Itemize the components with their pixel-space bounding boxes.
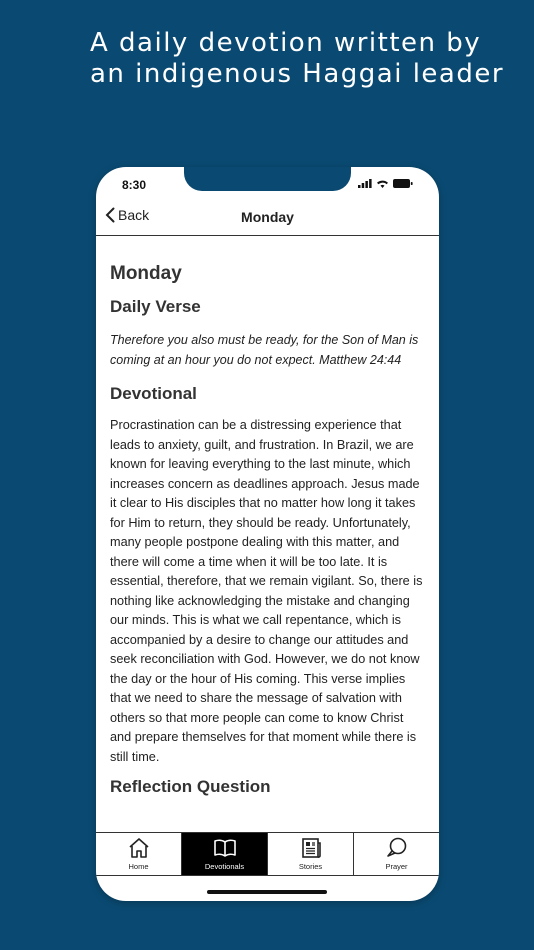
wifi-icon [376,179,389,188]
tab-bar [96,832,439,876]
verse-text: Therefore you also must be ready, for the Son of Man is coming at an hour you do not expect. Matthew 24:44 [110,333,419,367]
tab-stories[interactable] [268,833,354,875]
back-button-label: Back [118,207,150,223]
phone-frame [96,167,439,901]
signal-icon [358,179,372,188]
devotional-text: Procrastination can be a distressing experience that leads to anxiety, guilt, and frustration. In Brazil, we are known for leaving everything to the last minute, which increases concern as deadlines approach. Jesus made it clear to His disciples that no matter how long it takes for Him to return, they should be ready. Unfortunately, many people postpone dealing with this matter, and there will come a time when it will be too late. It is essential, therefore, that we remain vigilant. So, there is nothing like acknowledging the mistake and changing our minds. This is what we call repentance, which is accompanied by a desire to change our attitudes and seek reconciliation with God. However, we do not know the day or the hour of His coming. This verse implies that we need to share the message of salvation with others so that more people can come to know Christ and prepare themselves for that moment while there is still time. [110,418,423,764]
tab-prayer[interactable] [354,833,439,875]
tab-devotionals-label: Devotionals [204,862,245,871]
phone-notch [184,167,351,191]
tab-prayer-label: Prayer [385,862,408,871]
devotional-heading: Devotional [110,384,197,403]
tab-stories-label: Stories [298,862,323,871]
chat-bubble-icon [385,836,409,860]
newspaper-icon [299,836,323,860]
battery-icon [393,179,413,188]
reflection-heading: Reflection Question [110,777,271,796]
home-indicator [207,890,327,894]
status-time: 8:30 [122,178,147,192]
nav-title: Monday [241,209,294,225]
tab-devotionals[interactable] [182,833,268,875]
tab-home-label: Home [128,862,149,871]
tab-home[interactable] [96,833,182,875]
book-icon [213,836,237,860]
home-icon [127,836,151,860]
day-heading: Monday [110,263,182,284]
devotion-content[interactable] [96,236,439,832]
status-icons [358,179,413,188]
headline: A daily devotion written by an indigenous Haggai leader [90,28,505,89]
verse-heading: Daily Verse [110,297,201,316]
navigation-bar [96,201,439,236]
